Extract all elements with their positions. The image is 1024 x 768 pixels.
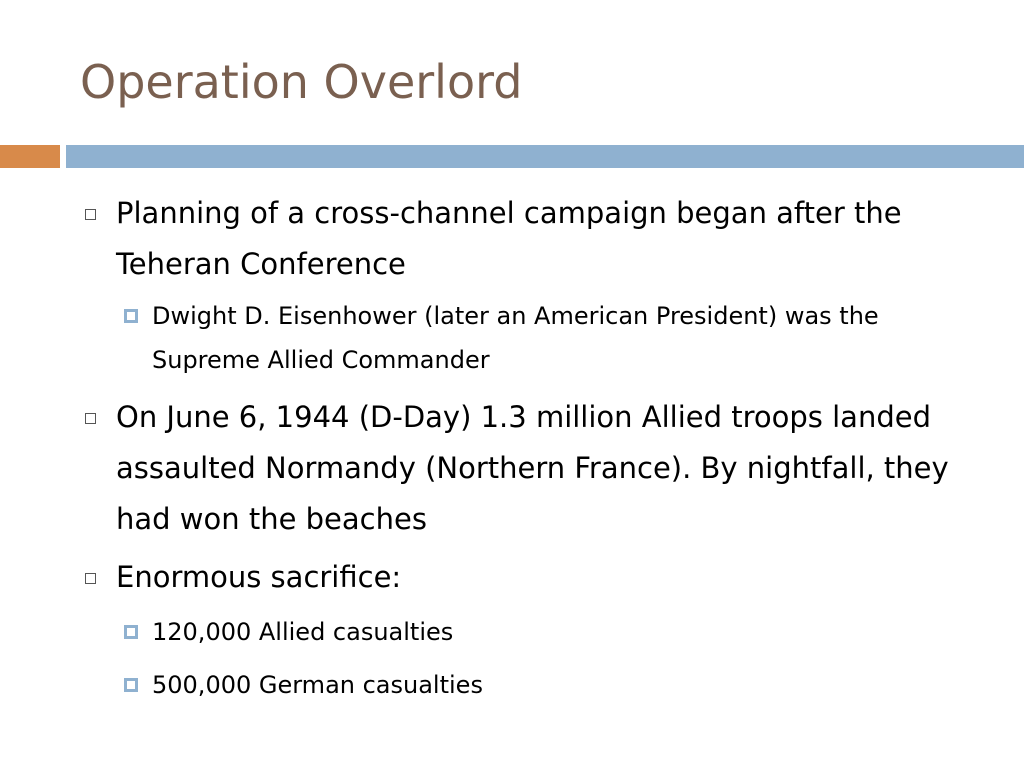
hollow-square-bullet-icon xyxy=(85,413,96,424)
bullet-text: 500,000 German casualties xyxy=(152,671,483,699)
hollow-square-bullet-icon xyxy=(85,209,96,220)
square-bullet-icon xyxy=(124,678,138,692)
slide-title: Operation Overlord xyxy=(80,55,523,109)
square-bullet-icon xyxy=(124,309,138,323)
bullet-text: Planning of a cross-channel campaign began after the Teheran Conference xyxy=(116,196,902,281)
bullet-text: 120,000 Allied casualties xyxy=(152,618,454,646)
hollow-square-bullet-icon xyxy=(85,573,96,584)
bullet-text: Enormous sacrifice: xyxy=(116,560,402,594)
bullet-text: On June 6, 1944 (D-Day) 1.3 million Allied troops landed assaulted Normandy (Northern France). By nightfall, they had won the beaches xyxy=(116,400,949,536)
square-bullet-icon xyxy=(124,625,138,639)
bullet-text: Dwight D. Eisenhower (later an American President) was the Supreme Allied Commander xyxy=(152,302,879,374)
